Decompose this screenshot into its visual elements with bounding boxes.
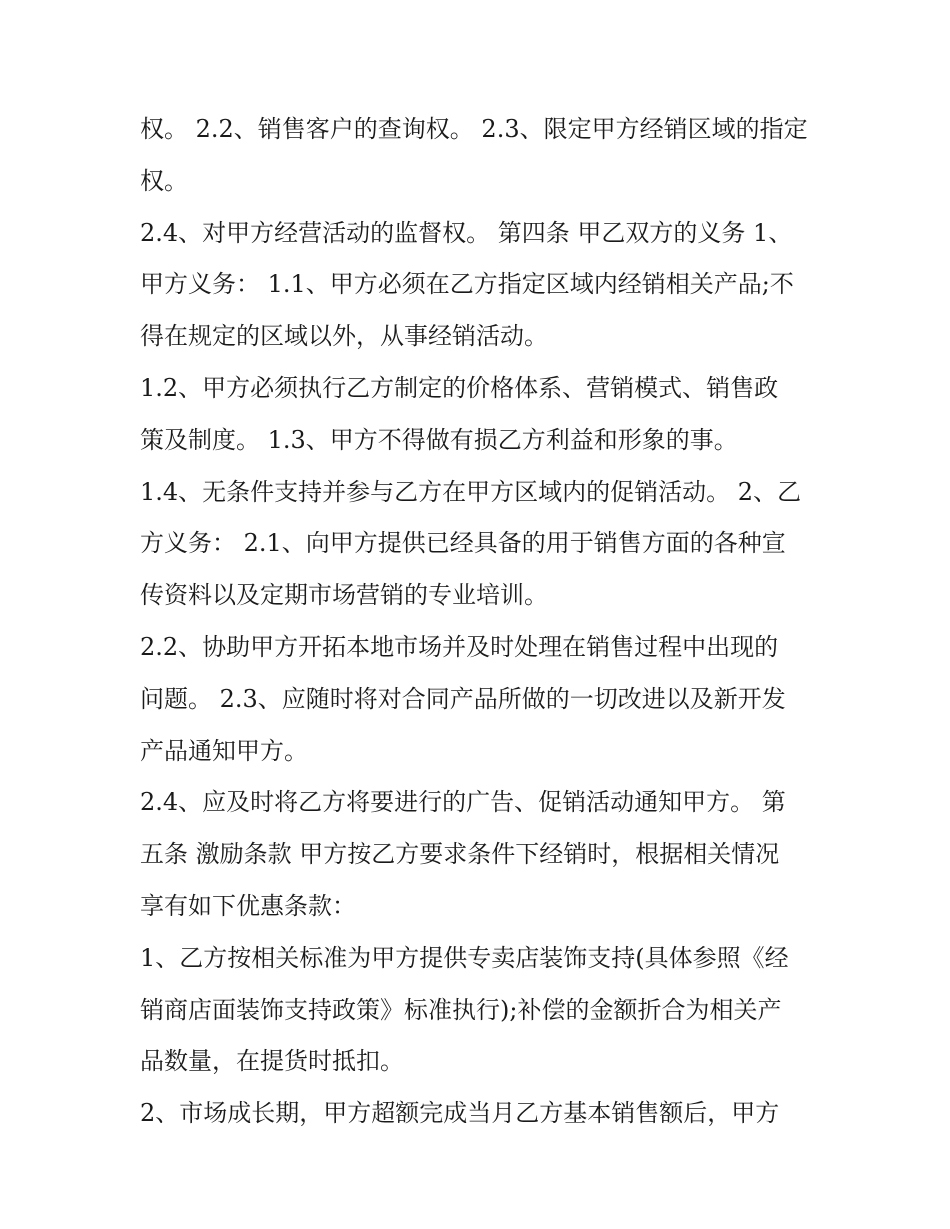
text-line: 产品通知甲方。: [140, 736, 308, 765]
text-line: 策及制度。 1.3、甲方不得做有损乙方利益和形象的事。: [140, 425, 738, 454]
text-line: 1.2、甲方必须执行乙方制定的价格体系、营销模式、销售政: [140, 373, 779, 402]
text-line: 甲方义务： 1.1、甲方必须在乙方指定区域内经销相关产品;不: [140, 270, 794, 299]
text-line: 2.4、对甲方经营活动的监督权。 第四条 甲乙双方的义务 1、: [140, 218, 793, 247]
text-line: 2、市场成长期，甲方超额完成当月乙方基本销售额后，甲方: [140, 1099, 780, 1128]
text-line: 得在规定的区域以外，从事经销活动。: [140, 322, 548, 351]
text-line: 传资料以及定期市场营销的专业培训。: [140, 581, 548, 610]
text-line: 2.4、应及时将乙方将要进行的广告、促销活动通知甲方。 第: [140, 788, 786, 817]
text-line: 1、乙方按相关标准为甲方提供专卖店装饰支持(具体参照《经: [140, 943, 789, 972]
text-line: 权。: [140, 166, 188, 195]
text-line: 五条 激励条款 甲方按乙方要求条件下经销时，根据相关情况: [140, 840, 780, 869]
text-line: 权。 2.2、销售客户的查询权。 2.3、限定甲方经销区域的指定: [140, 115, 808, 143]
text-line: 品数量，在提货时抵扣。: [140, 1047, 404, 1076]
text-line: 问题。 2.3、应随时将对合同产品所做的一切改进以及新开发: [140, 684, 786, 713]
text-line: 享有如下优惠条款：: [140, 891, 356, 920]
text-line: 2.2、协助甲方开拓本地市场并及时处理在销售过程中出现的: [140, 632, 779, 661]
text-line: 1.4、无条件支持并参与乙方在甲方区域内的促销活动。 2、乙: [140, 477, 802, 506]
text-line: 销商店面装饰支持政策》标准执行);补偿的金额折合为相关产: [140, 995, 782, 1024]
text-line: 方义务： 2.1、向甲方提供已经具备的用于销售方面的各种宣: [140, 529, 786, 558]
contract-text: [140, 104, 815, 1140]
